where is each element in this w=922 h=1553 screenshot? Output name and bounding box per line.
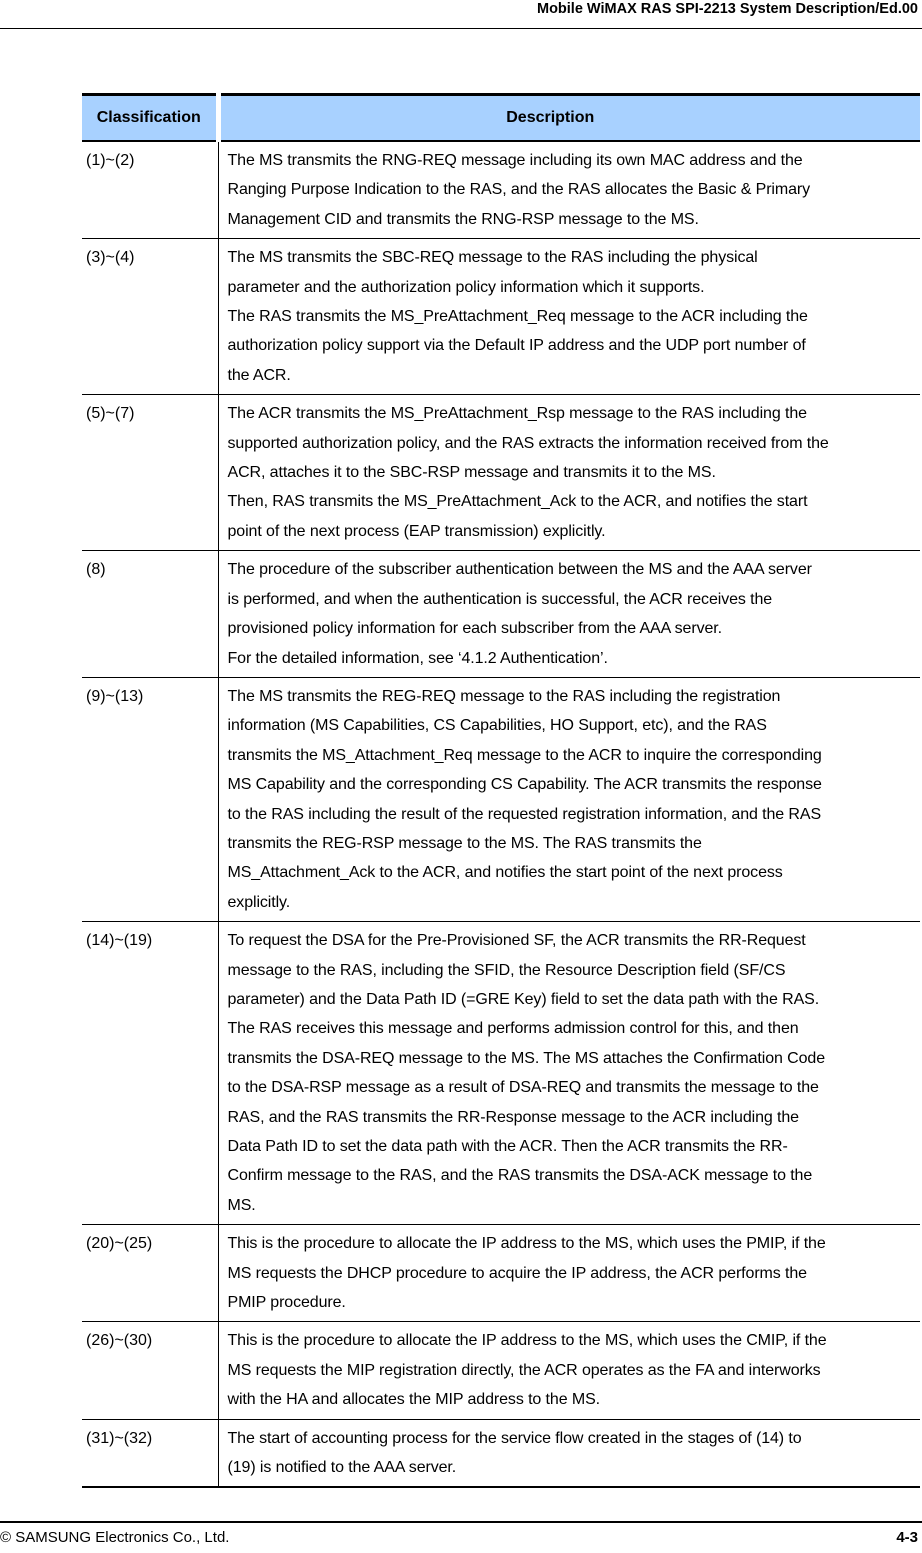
classification-cell: (3)~(4): [82, 239, 218, 395]
description-cell: The ACR transmits the MS_PreAttachment_Rsp message to the RAS including the supported authorization policy, and the RAS extracts the information received from the ACR, attaches it to the SBC-RSP message and transmits it to the MS. Then, RAS transmits the MS_PreAttachment_Ack to the ACR, and notifies the start point of the next process (EAP transmission) explicitly.: [218, 395, 920, 551]
description-cell: This is the procedure to allocate the IP address to the MS, which uses the CMIP, if the MS requests the MIP registration directly, the ACR operates as the FA and interworks with the HA and allocates the MIP address to the MS.: [218, 1322, 920, 1419]
description-cell: The MS transmits the SBC-REQ message to the RAS including the physical parameter and the authorization policy information which it supports. The RAS transmits the MS_PreAttachment_Req message to the ACR including the authorization policy support via the Default IP address and the UDP port number of the ACR.: [218, 239, 920, 395]
table-row: [82, 677, 920, 921]
description-cell: To request the DSA for the Pre-Provisioned SF, the ACR transmits the RR-Request message to the RAS, including the SFID, the Resource Description field (SF/CS parameter) and the Data Path ID (=GRE Key) field to set the data path with the RAS. The RAS receives this message and performs admission control for this, and then transmits the DSA-REQ message to the MS. The MS attaches the Confirmation Code to the DSA-RSP message as a result of DSA-REQ and transmits the message to the RAS, and the RAS transmits the RR-Response message to the ACR including the Data Path ID to set the data path with the ACR. Then the ACR transmits the RR- Confirm message to the RAS, and the RAS transmits the DSA-ACK message to the MS.: [218, 922, 920, 1225]
table-row: [82, 1419, 920, 1487]
classification-cell: (1)~(2): [82, 141, 218, 239]
page-footer: [0, 1521, 922, 1553]
document-title: Mobile WiMAX RAS SPI-2213 System Description/Ed.00: [536, 1, 918, 17]
classification-cell: (26)~(30): [82, 1322, 218, 1419]
table-row: [82, 922, 920, 1225]
classification-table: [82, 93, 920, 1488]
table-row: [82, 141, 920, 239]
classification-cell: (20)~(25): [82, 1225, 218, 1322]
description-cell: The procedure of the subscriber authentication between the MS and the AAA server is performed, and when the authentication is successful, the ACR receives the provisioned policy information for each subscriber from the AAA server. For the detailed information, see ‘4.1.2 Authentication’.: [218, 551, 920, 678]
description-cell: The MS transmits the RNG-REQ message including its own MAC address and the Ranging Purpose Indication to the RAS, and the RAS allocates the Basic & Primary Management CID and transmits the RNG-RSP message to the MS.: [227, 152, 811, 228]
table-row: [82, 551, 920, 678]
table-row: [82, 239, 920, 395]
copyright-notice: © SAMSUNG Electronics Co., Ltd.: [0, 1529, 230, 1546]
page-header: [0, 0, 922, 29]
table-row: [82, 1322, 920, 1419]
description-cell: This is the procedure to allocate the IP address to the MS, which uses the PMIP, if the MS requests the DHCP procedure to acquire the IP address, the ACR performs the PMIP procedure.: [218, 1225, 920, 1322]
classification-cell: (8): [82, 551, 218, 678]
classification-cell: (9)~(13): [82, 677, 218, 921]
table-row: [82, 395, 920, 551]
description-cell: The start of accounting process for the service flow created in the stages of (14) to (19) is notified to the AAA server.: [218, 1419, 920, 1487]
description-cell: The MS transmits the REG-REQ message to the RAS including the registration information (MS Capabilities, CS Capabilities, HO Support, etc), and the RAS transmits the MS_Attachment_Req message to the ACR to inquire the corresponding MS Capability and the corresponding CS Capability. The ACR transmits the response to the RAS including the result of the requested registration information, and the RAS transmits the REG-RSP message to the MS. The RAS transmits the MS_Attachment_Ack to the ACR, and notifies the start point of the next process explicitly.: [218, 677, 920, 921]
column-header-description: Description: [218, 95, 920, 142]
table-header-row: [82, 95, 920, 142]
classification-cell: (31)~(32): [82, 1419, 218, 1487]
column-header-classification: Classification: [82, 95, 218, 142]
page-number: 4-3: [896, 1529, 918, 1546]
classification-cell: (5)~(7): [82, 395, 218, 551]
table-row: [82, 1225, 920, 1322]
classification-cell: (14)~(19): [82, 922, 218, 1225]
